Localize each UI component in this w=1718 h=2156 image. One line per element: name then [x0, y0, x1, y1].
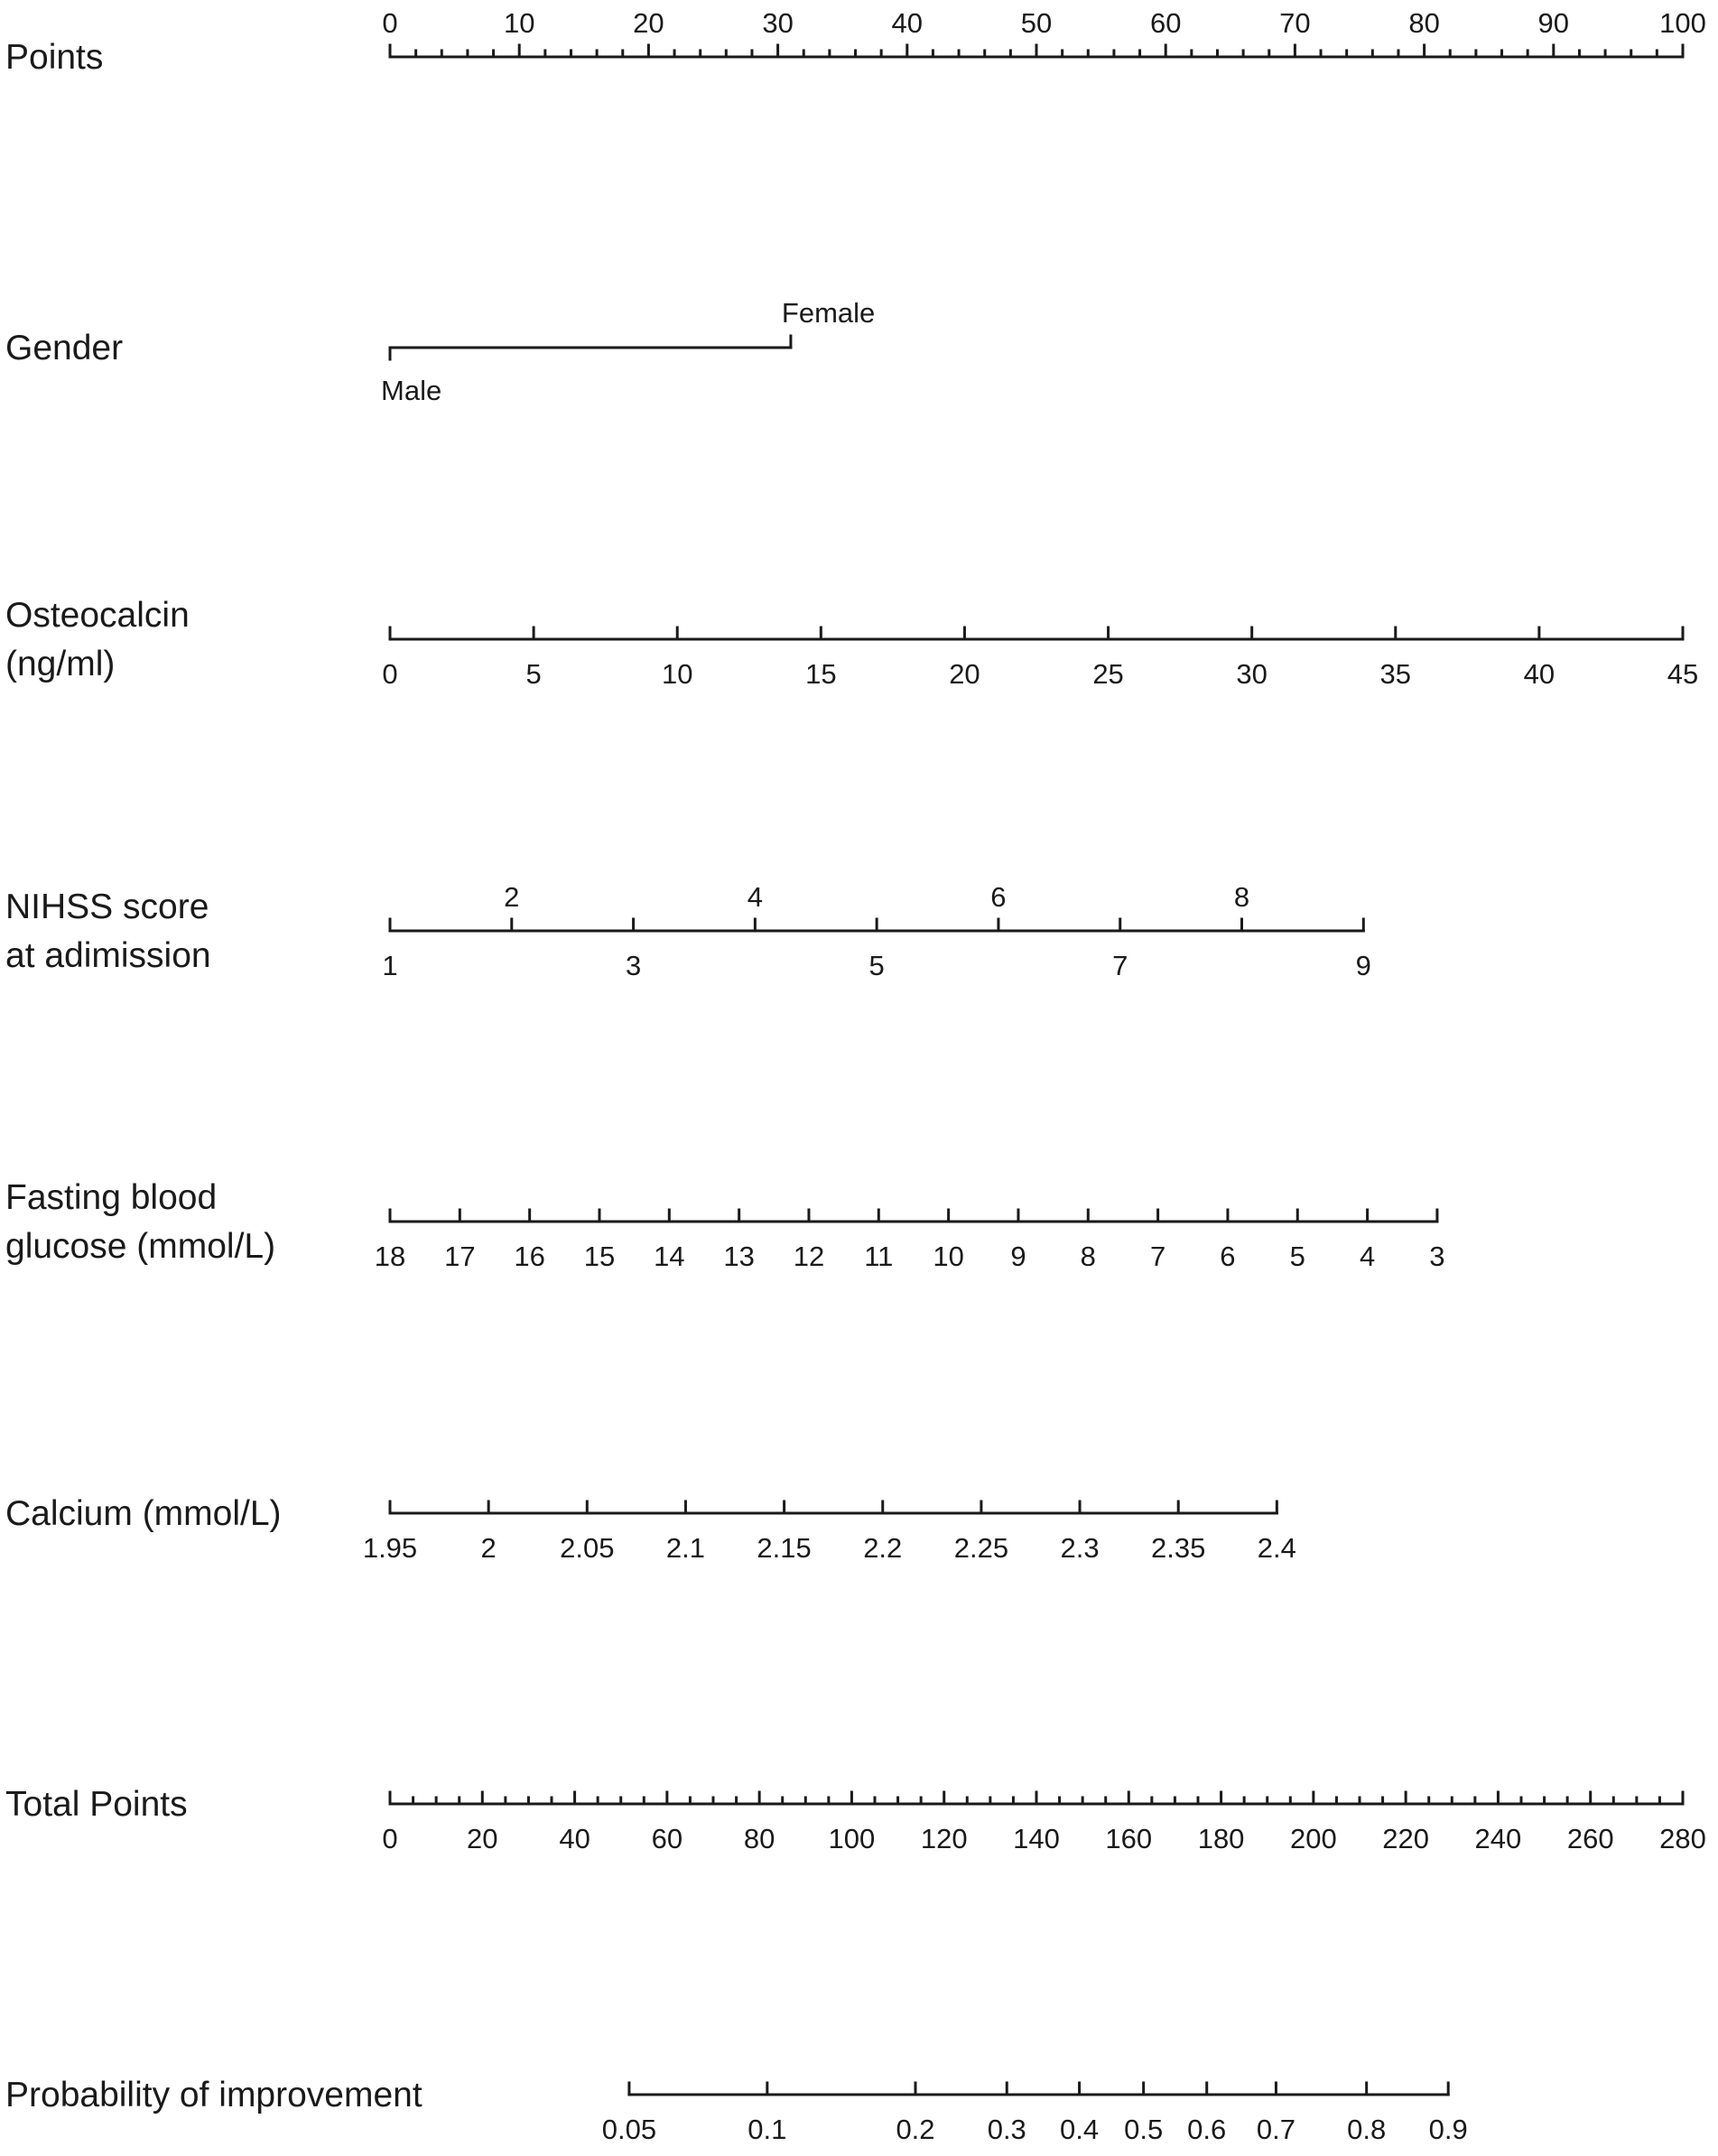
glucose-tick-label: 11	[864, 1241, 894, 1272]
glucose-tick-label: 17	[444, 1241, 476, 1272]
glucose-tick-label: 4	[1359, 1241, 1376, 1272]
glucose-tick-label: 13	[723, 1241, 755, 1272]
osteocalcin-tick-label: 15	[805, 658, 837, 690]
nihss-tick-label: 2	[504, 881, 520, 913]
total-points-tick-label: 280	[1659, 1823, 1706, 1854]
calcium-tick-label: 2.1	[665, 1532, 706, 1564]
glucose-tick-label: 18	[374, 1241, 406, 1272]
total-points-tick-label: 240	[1474, 1823, 1522, 1854]
nihss-tick-label: 6	[990, 881, 1007, 913]
calcium-axis-label: Calcium (mmol/L)	[5, 1494, 282, 1533]
probability-tick-label: 0.7	[1256, 2114, 1295, 2145]
total-points-tick-label: 60	[651, 1823, 683, 1854]
glucose-tick-label: 15	[583, 1241, 616, 1272]
nihss-tick-label: 5	[868, 950, 885, 981]
probability-tick-label: 0.4	[1060, 2114, 1100, 2145]
points-tick-label: 0	[382, 7, 398, 39]
osteocalcin-axis-label: (ng/ml)	[5, 645, 116, 683]
probability-tick-label: 0.5	[1124, 2114, 1164, 2145]
calcium-tick-label: 2.2	[863, 1532, 903, 1564]
glucose-axis-label: Fasting blood	[5, 1178, 218, 1217]
nihss-tick-label: 9	[1355, 950, 1371, 981]
calcium-tick-label: 2.3	[1060, 1532, 1100, 1564]
osteocalcin-tick-label: 35	[1379, 658, 1412, 690]
probability-tick-label: 0.9	[1428, 2114, 1468, 2145]
total-points-tick-label: 40	[559, 1823, 590, 1854]
total-points-tick-label: 200	[1289, 1823, 1337, 1854]
osteocalcin-tick-label: 25	[1092, 658, 1124, 690]
gender-label-male: Male	[381, 375, 442, 406]
glucose-tick-label: 5	[1289, 1241, 1305, 1272]
points-tick-label: 80	[1408, 7, 1440, 39]
nihss-axis-label: NIHSS score	[5, 887, 209, 926]
nihss-tick-label: 3	[625, 950, 642, 981]
osteocalcin-tick-label: 45	[1667, 658, 1699, 690]
probability-tick-label: 0.2	[896, 2114, 935, 2145]
glucose-tick-label: 12	[793, 1241, 825, 1272]
osteocalcin-tick-label: 5	[525, 658, 542, 690]
calcium-tick-label: 2.05	[560, 1532, 615, 1564]
glucose-axis-label: glucose (mmol/L)	[5, 1227, 276, 1266]
gender-label-female: Female	[781, 297, 876, 329]
glucose-tick-label: 7	[1149, 1241, 1166, 1272]
glucose-tick-label: 3	[1429, 1241, 1445, 1272]
probability-tick-label: 0.1	[748, 2114, 787, 2145]
nihss-tick-label: 7	[1112, 950, 1128, 981]
points-tick-label: 70	[1279, 7, 1311, 39]
glucose-tick-label: 14	[654, 1241, 685, 1272]
calcium-tick-label: 2	[480, 1532, 497, 1564]
glucose-tick-label: 10	[933, 1241, 964, 1272]
calcium-tick-label: 1.95	[362, 1532, 418, 1564]
total-points-tick-label: 20	[467, 1823, 498, 1854]
total-points-tick-label: 220	[1382, 1823, 1430, 1854]
points-tick-label: 10	[503, 7, 535, 39]
total-points-tick-label: 180	[1197, 1823, 1245, 1854]
osteocalcin-tick-label: 10	[661, 658, 693, 690]
osteocalcin-tick-label: 40	[1523, 658, 1555, 690]
total-points-tick-label: 140	[1013, 1823, 1060, 1854]
total-points-tick-label: 120	[920, 1823, 968, 1854]
probability-tick-label: 0.8	[1347, 2114, 1387, 2145]
calcium-tick-label: 2.25	[953, 1532, 1009, 1564]
calcium-tick-label: 2.4	[1257, 1532, 1296, 1564]
total-points-tick-label: 80	[743, 1823, 775, 1854]
points-tick-label: 60	[1149, 7, 1182, 39]
probability-axis-label: Probability of improvement	[5, 2076, 423, 2114]
points-tick-label: 40	[891, 7, 924, 39]
probability-tick-label: 0.05	[601, 2114, 657, 2145]
points-tick-label: 30	[762, 7, 794, 39]
osteocalcin-tick-label: 0	[382, 658, 398, 690]
glucose-tick-label: 8	[1080, 1241, 1096, 1272]
gender-axis-label: Gender	[5, 329, 124, 367]
points-axis-label: Points	[5, 38, 104, 77]
points-tick-label: 100	[1659, 7, 1706, 39]
points-tick-label: 20	[633, 7, 664, 39]
probability-tick-label: 0.6	[1187, 2114, 1227, 2145]
nihss-axis-label: at adimission	[5, 936, 211, 975]
total-points-tick-label: 260	[1566, 1823, 1614, 1854]
total_points-axis-label: Total Points	[5, 1785, 188, 1824]
nihss-tick-label: 1	[382, 950, 398, 981]
points-tick-label: 50	[1020, 7, 1053, 39]
calcium-tick-label: 2.15	[757, 1532, 812, 1564]
nihss-tick-label: 8	[1233, 881, 1250, 913]
osteocalcin-axis-label: Osteocalcin	[5, 596, 190, 635]
total-points-tick-label: 0	[382, 1823, 398, 1854]
osteocalcin-tick-label: 30	[1236, 658, 1268, 690]
glucose-tick-label: 6	[1220, 1241, 1236, 1272]
calcium-tick-label: 2.35	[1151, 1532, 1206, 1564]
points-tick-label: 90	[1537, 7, 1570, 39]
probability-tick-label: 0.3	[987, 2114, 1026, 2145]
nihss-tick-label: 4	[747, 881, 763, 913]
osteocalcin-tick-label: 20	[949, 658, 980, 690]
glucose-tick-label: 9	[1010, 1241, 1026, 1272]
glucose-tick-label: 16	[514, 1241, 545, 1272]
total-points-tick-label: 160	[1105, 1823, 1153, 1854]
total-points-tick-label: 100	[828, 1823, 876, 1854]
